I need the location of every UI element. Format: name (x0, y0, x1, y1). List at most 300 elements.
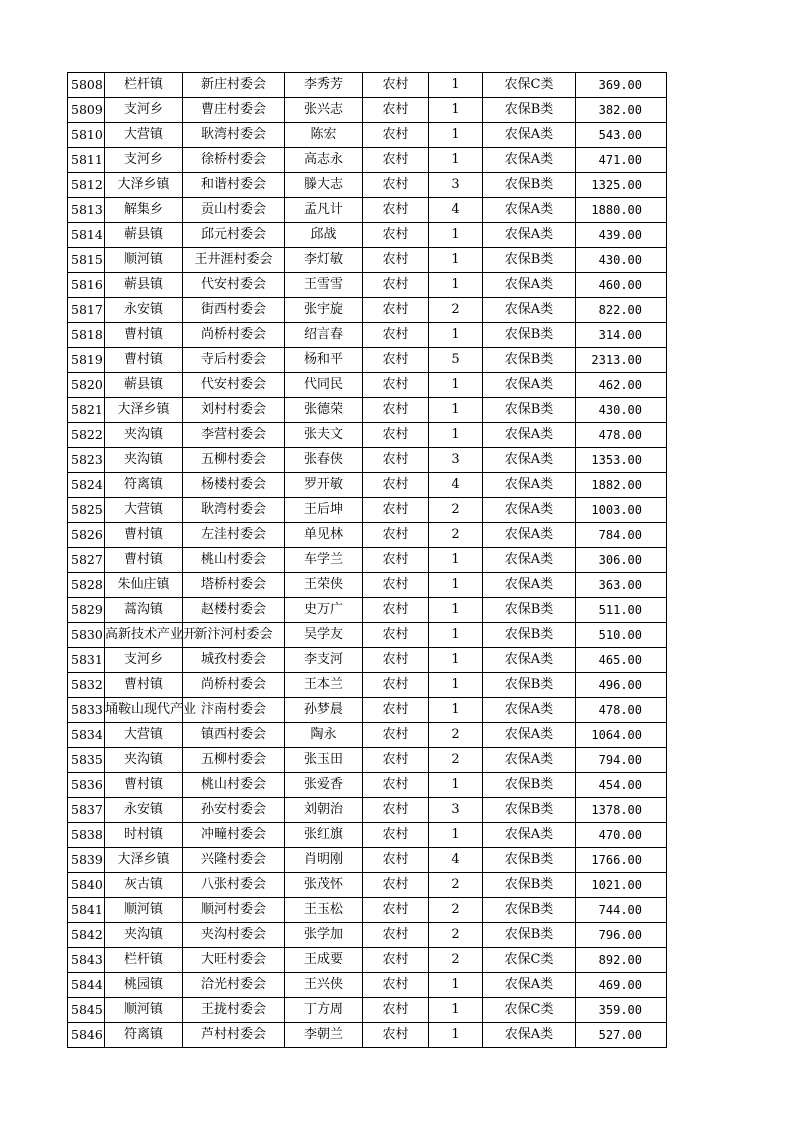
insurance-category-cell: 农保B类 (483, 773, 576, 798)
record-id-cell: 5810 (68, 123, 105, 148)
table-row (68, 223, 667, 248)
amount-cell: 1353.00 (576, 448, 667, 473)
household-type-cell: 农村 (363, 198, 429, 223)
village-committee-cell: 桃山村委会 (183, 773, 285, 798)
village-committee-cell: 五柳村委会 (183, 748, 285, 773)
member-count-cell: 1 (429, 398, 483, 423)
village-committee-cell: 新庄村委会 (183, 73, 285, 98)
table-row (68, 548, 667, 573)
village-committee-cell: 夹沟村委会 (183, 923, 285, 948)
village-committee-cell: 兴隆村委会 (183, 848, 285, 873)
record-id-cell: 5838 (68, 823, 105, 848)
roster-body (68, 73, 667, 1048)
member-count-cell: 1 (429, 148, 483, 173)
amount-cell: 1003.00 (576, 498, 667, 523)
record-id-cell: 5808 (68, 73, 105, 98)
record-id-cell: 5830 (68, 623, 105, 648)
table-row (68, 248, 667, 273)
table-row (68, 773, 667, 798)
table-row (68, 598, 667, 623)
table-row (68, 1023, 667, 1048)
household-type-cell: 农村 (363, 148, 429, 173)
person-name-cell: 王雪雪 (285, 273, 363, 298)
amount-cell: 1882.00 (576, 473, 667, 498)
person-name-cell: 张茂怀 (285, 873, 363, 898)
table-row (68, 148, 667, 173)
table-row (68, 973, 667, 998)
insurance-category-cell: 农保A类 (483, 823, 576, 848)
township-cell: 曹村镇 (105, 673, 183, 698)
household-type-cell: 农村 (363, 98, 429, 123)
township-cell: 曹村镇 (105, 548, 183, 573)
person-name-cell: 吴学友 (285, 623, 363, 648)
member-count-cell: 1 (429, 123, 483, 148)
member-count-cell: 2 (429, 748, 483, 773)
record-id-cell: 5826 (68, 523, 105, 548)
village-committee-cell: 耿湾村委会 (183, 123, 285, 148)
record-id-cell: 5813 (68, 198, 105, 223)
person-name-cell: 陈宏 (285, 123, 363, 148)
township-cell: 解集乡 (105, 198, 183, 223)
record-id-cell: 5845 (68, 998, 105, 1023)
township-cell: 夹沟镇 (105, 448, 183, 473)
person-name-cell: 罗开敏 (285, 473, 363, 498)
village-committee-cell: 王拢村委会 (183, 998, 285, 1023)
household-type-cell: 农村 (363, 173, 429, 198)
amount-cell: 469.00 (576, 973, 667, 998)
village-committee-cell: 镇西村委会 (183, 723, 285, 748)
amount-cell: 822.00 (576, 298, 667, 323)
person-name-cell: 张宇旋 (285, 298, 363, 323)
person-name-cell: 李秀芳 (285, 73, 363, 98)
amount-cell: 511.00 (576, 598, 667, 623)
member-count-cell: 1 (429, 248, 483, 273)
record-id-cell: 5842 (68, 923, 105, 948)
insurance-category-cell: 农保A类 (483, 573, 576, 598)
amount-cell: 454.00 (576, 773, 667, 798)
member-count-cell: 1 (429, 698, 483, 723)
member-count-cell: 2 (429, 898, 483, 923)
record-id-cell: 5820 (68, 373, 105, 398)
record-id-cell: 5833 (68, 698, 105, 723)
record-id-cell: 5816 (68, 273, 105, 298)
member-count-cell: 3 (429, 448, 483, 473)
person-name-cell: 邱战 (285, 223, 363, 248)
amount-cell: 1766.00 (576, 848, 667, 873)
insurance-category-cell: 农保B类 (483, 798, 576, 823)
member-count-cell: 1 (429, 223, 483, 248)
relief-roster-table (67, 72, 667, 1048)
township-cell: 永安镇 (105, 798, 183, 823)
township-cell: 夹沟镇 (105, 423, 183, 448)
amount-cell: 1021.00 (576, 873, 667, 898)
township-cell: 蕲县镇 (105, 223, 183, 248)
insurance-category-cell: 农保A类 (483, 648, 576, 673)
table-row (68, 698, 667, 723)
household-type-cell: 农村 (363, 73, 429, 98)
person-name-cell: 王后坤 (285, 498, 363, 523)
village-committee-cell: 孙安村委会 (183, 798, 285, 823)
village-committee-cell: 李营村委会 (183, 423, 285, 448)
record-id-cell: 5824 (68, 473, 105, 498)
record-id-cell: 5814 (68, 223, 105, 248)
household-type-cell: 农村 (363, 973, 429, 998)
table-row (68, 198, 667, 223)
household-type-cell: 农村 (363, 448, 429, 473)
amount-cell: 430.00 (576, 398, 667, 423)
table-row (68, 98, 667, 123)
table-row (68, 173, 667, 198)
township-cell: 支河乡 (105, 98, 183, 123)
record-id-cell: 5840 (68, 873, 105, 898)
member-count-cell: 2 (429, 923, 483, 948)
record-id-cell: 5836 (68, 773, 105, 798)
township-cell: 栏杆镇 (105, 948, 183, 973)
insurance-category-cell: 农保A类 (483, 473, 576, 498)
insurance-category-cell: 农保A类 (483, 723, 576, 748)
table-row (68, 623, 667, 648)
person-name-cell: 王玉松 (285, 898, 363, 923)
township-cell: 时村镇 (105, 823, 183, 848)
township-cell: 埇鞍山现代产业 (105, 698, 183, 723)
member-count-cell: 1 (429, 423, 483, 448)
person-name-cell: 张爱香 (285, 773, 363, 798)
table-row (68, 423, 667, 448)
table-row (68, 873, 667, 898)
table-row (68, 798, 667, 823)
table-row (68, 448, 667, 473)
person-name-cell: 刘朝治 (285, 798, 363, 823)
household-type-cell: 农村 (363, 723, 429, 748)
record-id-cell: 5809 (68, 98, 105, 123)
insurance-category-cell: 农保A类 (483, 523, 576, 548)
township-cell: 夹沟镇 (105, 923, 183, 948)
person-name-cell: 滕大志 (285, 173, 363, 198)
household-type-cell: 农村 (363, 948, 429, 973)
person-name-cell: 王荣侠 (285, 573, 363, 598)
household-type-cell: 农村 (363, 473, 429, 498)
member-count-cell: 1 (429, 1023, 483, 1048)
table-row (68, 473, 667, 498)
person-name-cell: 孟凡计 (285, 198, 363, 223)
amount-cell: 892.00 (576, 948, 667, 973)
person-name-cell: 孙梦晨 (285, 698, 363, 723)
amount-cell: 1064.00 (576, 723, 667, 748)
record-id-cell: 5834 (68, 723, 105, 748)
table-row (68, 723, 667, 748)
table-row (68, 298, 667, 323)
amount-cell: 363.00 (576, 573, 667, 598)
amount-cell: 470.00 (576, 823, 667, 848)
village-committee-cell: 王井涯村委会 (183, 248, 285, 273)
household-type-cell: 农村 (363, 673, 429, 698)
member-count-cell: 3 (429, 173, 483, 198)
amount-cell: 359.00 (576, 998, 667, 1023)
village-committee-cell: 代安村委会 (183, 373, 285, 398)
township-cell: 大营镇 (105, 723, 183, 748)
village-committee-cell: 刘村村委会 (183, 398, 285, 423)
township-cell: 永安镇 (105, 298, 183, 323)
township-cell: 曹村镇 (105, 773, 183, 798)
member-count-cell: 5 (429, 348, 483, 373)
member-count-cell: 2 (429, 948, 483, 973)
insurance-category-cell: 农保B类 (483, 898, 576, 923)
record-id-cell: 5818 (68, 323, 105, 348)
amount-cell: 1378.00 (576, 798, 667, 823)
township-cell: 蒿沟镇 (105, 598, 183, 623)
member-count-cell: 1 (429, 323, 483, 348)
township-cell: 顺河镇 (105, 248, 183, 273)
amount-cell: 2313.00 (576, 348, 667, 373)
insurance-category-cell: 农保A类 (483, 548, 576, 573)
household-type-cell: 农村 (363, 848, 429, 873)
record-id-cell: 5827 (68, 548, 105, 573)
member-count-cell: 1 (429, 648, 483, 673)
member-count-cell: 1 (429, 673, 483, 698)
person-name-cell: 代同民 (285, 373, 363, 398)
village-committee-cell: 大旺村委会 (183, 948, 285, 973)
insurance-category-cell: 农保A类 (483, 748, 576, 773)
insurance-category-cell: 农保B类 (483, 348, 576, 373)
record-id-cell: 5844 (68, 973, 105, 998)
household-type-cell: 农村 (363, 523, 429, 548)
member-count-cell: 2 (429, 298, 483, 323)
record-id-cell: 5815 (68, 248, 105, 273)
township-cell: 符离镇 (105, 1023, 183, 1048)
amount-cell: 543.00 (576, 123, 667, 148)
person-name-cell: 车学兰 (285, 548, 363, 573)
village-committee-cell: 耿湾村委会 (183, 498, 285, 523)
village-committee-cell: 赵楼村委会 (183, 598, 285, 623)
record-id-cell: 5831 (68, 648, 105, 673)
insurance-category-cell: 农保A类 (483, 148, 576, 173)
record-id-cell: 5817 (68, 298, 105, 323)
insurance-category-cell: 农保A类 (483, 423, 576, 448)
village-committee-cell: 冲疃村委会 (183, 823, 285, 848)
record-id-cell: 5819 (68, 348, 105, 373)
village-committee-cell: 芦村村委会 (183, 1023, 285, 1048)
village-committee-cell: 顺河村委会 (183, 898, 285, 923)
member-count-cell: 2 (429, 873, 483, 898)
township-cell: 大营镇 (105, 123, 183, 148)
township-cell: 曹村镇 (105, 348, 183, 373)
village-committee-cell: 寺后村委会 (183, 348, 285, 373)
insurance-category-cell: 农保C类 (483, 998, 576, 1023)
village-committee-cell: 代安村委会 (183, 273, 285, 298)
amount-cell: 796.00 (576, 923, 667, 948)
record-id-cell: 5839 (68, 848, 105, 873)
person-name-cell: 李支河 (285, 648, 363, 673)
record-id-cell: 5811 (68, 148, 105, 173)
person-name-cell: 李灯敏 (285, 248, 363, 273)
person-name-cell: 绍言春 (285, 323, 363, 348)
record-id-cell: 5828 (68, 573, 105, 598)
insurance-category-cell: 农保B类 (483, 623, 576, 648)
amount-cell: 462.00 (576, 373, 667, 398)
person-name-cell: 陶永 (285, 723, 363, 748)
amount-cell: 314.00 (576, 323, 667, 348)
household-type-cell: 农村 (363, 248, 429, 273)
village-committee-cell: 尚桥村委会 (183, 673, 285, 698)
amount-cell: 478.00 (576, 423, 667, 448)
record-id-cell: 5821 (68, 398, 105, 423)
record-id-cell: 5832 (68, 673, 105, 698)
person-name-cell: 张夫文 (285, 423, 363, 448)
amount-cell: 439.00 (576, 223, 667, 248)
table-row (68, 123, 667, 148)
table-row (68, 823, 667, 848)
table-row (68, 848, 667, 873)
member-count-cell: 1 (429, 623, 483, 648)
amount-cell: 1325.00 (576, 173, 667, 198)
table-row (68, 323, 667, 348)
household-type-cell: 农村 (363, 823, 429, 848)
insurance-category-cell: 农保A类 (483, 273, 576, 298)
insurance-category-cell: 农保B类 (483, 173, 576, 198)
amount-cell: 784.00 (576, 523, 667, 548)
amount-cell: 471.00 (576, 148, 667, 173)
record-id-cell: 5835 (68, 748, 105, 773)
household-type-cell: 农村 (363, 498, 429, 523)
amount-cell: 1880.00 (576, 198, 667, 223)
township-cell: 大泽乡镇 (105, 848, 183, 873)
household-type-cell: 农村 (363, 373, 429, 398)
household-type-cell: 农村 (363, 273, 429, 298)
township-cell: 符离镇 (105, 473, 183, 498)
insurance-category-cell: 农保A类 (483, 198, 576, 223)
insurance-category-cell: 农保B类 (483, 323, 576, 348)
insurance-category-cell: 农保B类 (483, 398, 576, 423)
member-count-cell: 1 (429, 973, 483, 998)
table-row (68, 748, 667, 773)
village-committee-cell: 新汴河村委会 (183, 623, 285, 648)
household-type-cell: 农村 (363, 548, 429, 573)
record-id-cell: 5846 (68, 1023, 105, 1048)
record-id-cell: 5812 (68, 173, 105, 198)
insurance-category-cell: 农保B类 (483, 873, 576, 898)
record-id-cell: 5829 (68, 598, 105, 623)
person-name-cell: 杨和平 (285, 348, 363, 373)
record-id-cell: 5822 (68, 423, 105, 448)
table-row (68, 573, 667, 598)
member-count-cell: 1 (429, 548, 483, 573)
township-cell: 栏杆镇 (105, 73, 183, 98)
member-count-cell: 3 (429, 798, 483, 823)
township-cell: 大营镇 (105, 498, 183, 523)
member-count-cell: 1 (429, 73, 483, 98)
household-type-cell: 农村 (363, 698, 429, 723)
household-type-cell: 农村 (363, 773, 429, 798)
person-name-cell: 张兴志 (285, 98, 363, 123)
household-type-cell: 农村 (363, 223, 429, 248)
village-committee-cell: 五柳村委会 (183, 448, 285, 473)
insurance-category-cell: 农保A类 (483, 298, 576, 323)
amount-cell: 527.00 (576, 1023, 667, 1048)
village-committee-cell: 街西村委会 (183, 298, 285, 323)
amount-cell: 382.00 (576, 98, 667, 123)
village-committee-cell: 洽光村委会 (183, 973, 285, 998)
insurance-category-cell: 农保A类 (483, 223, 576, 248)
township-cell: 大泽乡镇 (105, 398, 183, 423)
household-type-cell: 农村 (363, 323, 429, 348)
household-type-cell: 农村 (363, 923, 429, 948)
table-row (68, 348, 667, 373)
household-type-cell: 农村 (363, 748, 429, 773)
village-committee-cell: 左洼村委会 (183, 523, 285, 548)
amount-cell: 478.00 (576, 698, 667, 723)
insurance-category-cell: 农保A类 (483, 498, 576, 523)
insurance-category-cell: 农保A类 (483, 698, 576, 723)
village-committee-cell: 塔桥村委会 (183, 573, 285, 598)
amount-cell: 510.00 (576, 623, 667, 648)
table-row (68, 373, 667, 398)
person-name-cell: 张红旗 (285, 823, 363, 848)
village-committee-cell: 徐桥村委会 (183, 148, 285, 173)
township-cell: 蕲县镇 (105, 373, 183, 398)
person-name-cell: 单见林 (285, 523, 363, 548)
household-type-cell: 农村 (363, 573, 429, 598)
insurance-category-cell: 农保B类 (483, 598, 576, 623)
insurance-category-cell: 农保C类 (483, 73, 576, 98)
record-id-cell: 5843 (68, 948, 105, 973)
village-committee-cell: 曹庄村委会 (183, 98, 285, 123)
township-cell: 曹村镇 (105, 523, 183, 548)
insurance-category-cell: 农保B类 (483, 848, 576, 873)
insurance-category-cell: 农保A类 (483, 448, 576, 473)
member-count-cell: 4 (429, 473, 483, 498)
table-row (68, 273, 667, 298)
person-name-cell: 李朝兰 (285, 1023, 363, 1048)
amount-cell: 430.00 (576, 248, 667, 273)
amount-cell: 744.00 (576, 898, 667, 923)
table-row (68, 948, 667, 973)
township-cell: 高新技术产业开 (105, 623, 183, 648)
member-count-cell: 1 (429, 773, 483, 798)
member-count-cell: 1 (429, 273, 483, 298)
household-type-cell: 农村 (363, 423, 429, 448)
record-id-cell: 5825 (68, 498, 105, 523)
township-cell: 顺河镇 (105, 898, 183, 923)
table-row (68, 498, 667, 523)
township-cell: 朱仙庄镇 (105, 573, 183, 598)
household-type-cell: 农村 (363, 348, 429, 373)
person-name-cell: 肖明刚 (285, 848, 363, 873)
person-name-cell: 史万广 (285, 598, 363, 623)
member-count-cell: 4 (429, 848, 483, 873)
record-id-cell: 5841 (68, 898, 105, 923)
record-id-cell: 5823 (68, 448, 105, 473)
person-name-cell: 高志永 (285, 148, 363, 173)
insurance-category-cell: 农保B类 (483, 673, 576, 698)
person-name-cell: 丁方周 (285, 998, 363, 1023)
member-count-cell: 1 (429, 598, 483, 623)
village-committee-cell: 杨楼村委会 (183, 473, 285, 498)
table-row (68, 648, 667, 673)
village-committee-cell: 和谐村委会 (183, 173, 285, 198)
person-name-cell: 王成要 (285, 948, 363, 973)
insurance-category-cell: 农保A类 (483, 373, 576, 398)
household-type-cell: 农村 (363, 1023, 429, 1048)
household-type-cell: 农村 (363, 898, 429, 923)
township-cell: 蕲县镇 (105, 273, 183, 298)
household-type-cell: 农村 (363, 598, 429, 623)
table-row (68, 73, 667, 98)
household-type-cell: 农村 (363, 648, 429, 673)
insurance-category-cell: 农保B类 (483, 248, 576, 273)
township-cell: 顺河镇 (105, 998, 183, 1023)
member-count-cell: 1 (429, 823, 483, 848)
person-name-cell: 张春侠 (285, 448, 363, 473)
